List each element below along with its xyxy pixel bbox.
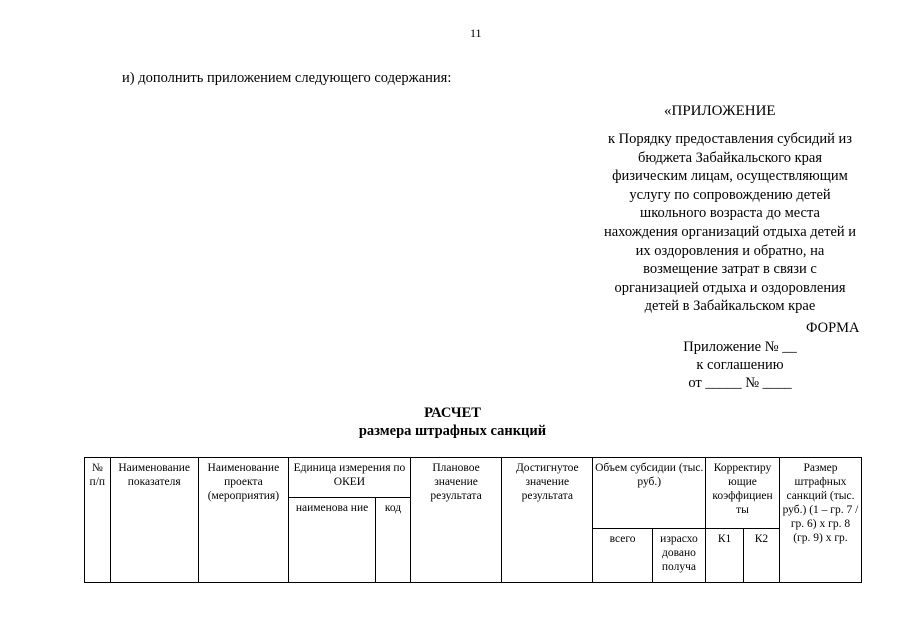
col-achieved-header: Достигнутое значение результата: [502, 458, 593, 583]
appendix-line: возмещение затрат в связи с: [643, 261, 817, 278]
calc-title: [0, 404, 905, 440]
col-unit-header: Единица измерения по ОКЕИ: [288, 458, 410, 498]
appendix-title: «ПРИЛОЖЕНИЕ: [664, 103, 776, 119]
col-k1-header: К1: [706, 528, 744, 582]
col-k2-header: К2: [744, 528, 780, 582]
page-number: 11: [470, 26, 482, 40]
intro-text: и) дополнить приложением следующего содержания:: [122, 70, 452, 86]
attachment-date: от _____ № ____: [688, 375, 792, 391]
col-subsidy-used-header: израсхо довано получа: [652, 528, 705, 582]
col-num-header: № п/п: [85, 458, 111, 583]
calc-title-line1: РАСЧЕТ: [424, 405, 481, 421]
attachment-block: [660, 338, 820, 392]
appendix-line: услугу по сопровождению детей: [629, 186, 831, 203]
sanctions-table: [84, 457, 862, 583]
col-project-header: Наименование проекта (мероприятия): [198, 458, 288, 583]
attachment-number: Приложение № __: [683, 339, 797, 355]
col-subsidy-header: Объем субсидии (тыс. руб.): [593, 458, 706, 529]
appendix-line: их оздоровления и обратно, на: [635, 242, 825, 259]
col-subsidy-total-header: всего: [593, 528, 652, 582]
col-planned-header: Плановое значение результата: [410, 458, 501, 583]
col-unit-name-header: наименова ние: [288, 498, 375, 583]
col-coef-header: Корректиру ющие коэффициен ты: [706, 458, 780, 529]
col-indicator-header: Наименование показателя: [110, 458, 198, 583]
appendix-line: детей в Забайкальском крае: [644, 298, 816, 315]
appendix-line: организацией отдыха и оздоровления: [614, 279, 846, 296]
col-unit-code-header: код: [376, 498, 411, 583]
appendix-line: нахождения организаций отдыха детей и: [603, 223, 857, 240]
appendix-line: физическим лицам, осуществляющим: [612, 168, 848, 185]
form-label: ФОРМА: [806, 320, 860, 336]
appendix-line: к Порядку предоставления субсидий из: [607, 131, 853, 147]
col-size-header: Размер штрафных санкций (тыс. руб.) (1 – гр. 7 / гр. 6) х гр. 8 (гр. 9) х гр.: [779, 458, 861, 583]
appendix-line: школьного возраста до места: [640, 205, 820, 222]
appendix-line: бюджета Забайкальского края: [637, 149, 823, 166]
calc-title-line2: размера штрафных санкций: [358, 423, 547, 439]
attachment-agreement: к соглашению: [696, 357, 784, 373]
appendix-description: [594, 130, 866, 316]
